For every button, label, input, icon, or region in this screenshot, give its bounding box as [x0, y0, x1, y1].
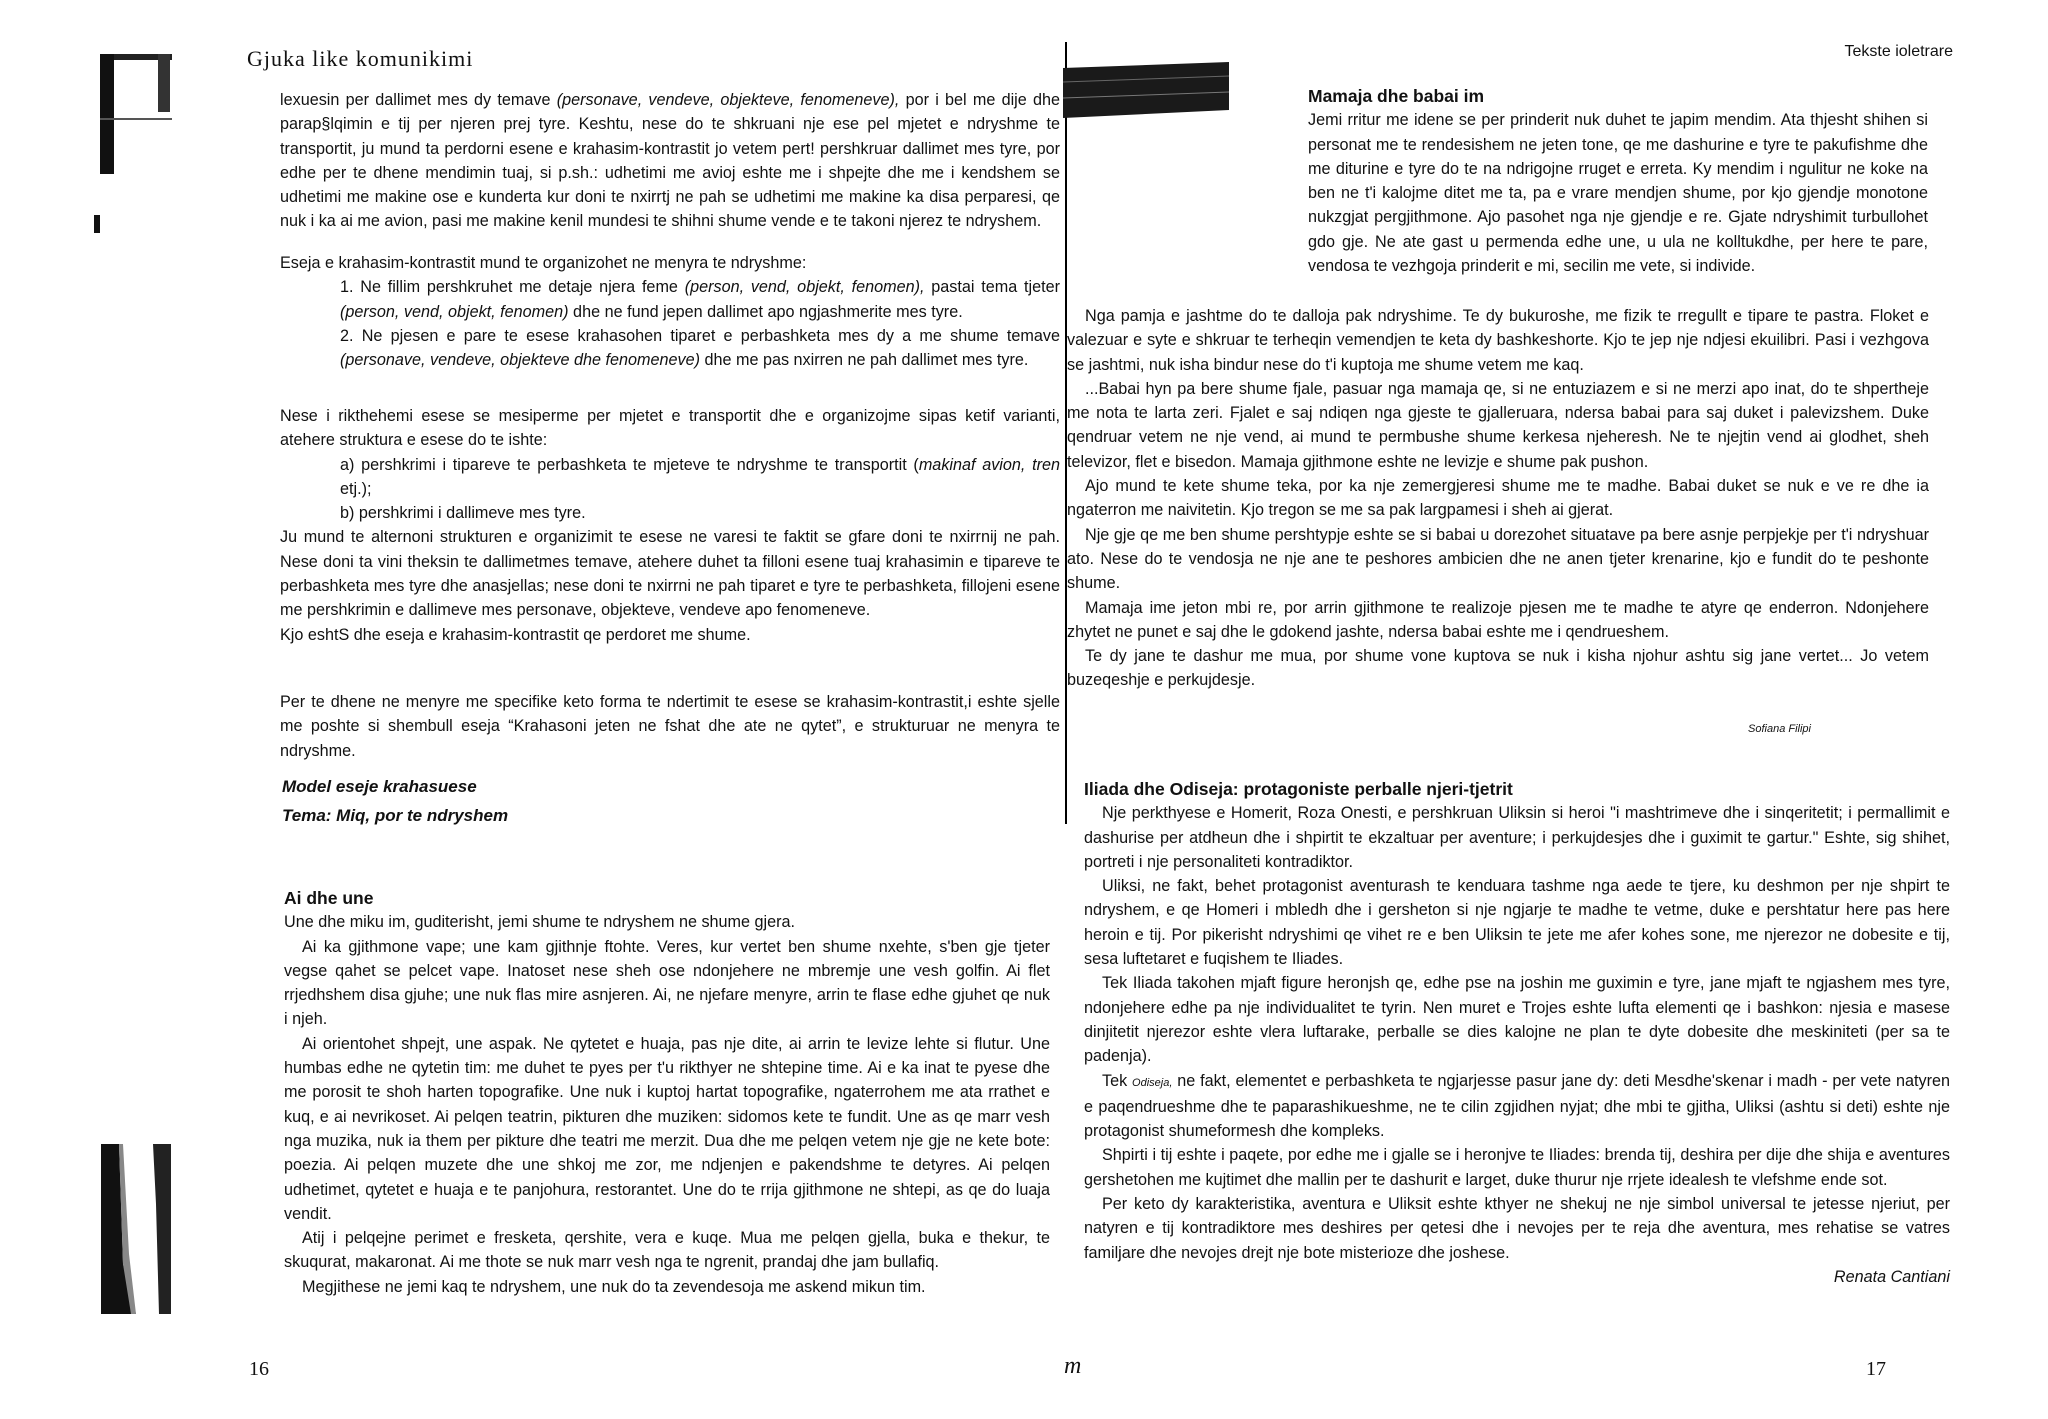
essay2-paragraph: Per keto dy karakteristika, aventura e Uliksit eshte kthyer ne shekuj ne nje simbol universal te jetesse njeriut, per natyren e tij kontradiktore mes deshires per qetesi dhe i nevojes per te reja dhe aventura, mes rehatise se vatres familjare dhe nevojes drejt nje bote misterioze dhe joshese. [1084, 1195, 1950, 1262]
essay2-paragraph: Uliksi, ne fakt, behet protagonist aventurash te kenduara tashme nga aede te tjere, ku deshmon per nje shpirt te ndryshem, e qe Homeri i mbledh dhe i gersheton si nje ngjarje te madhe te vetme, duke e pershtatur here pas here heroin e tij. Por pikerisht ndryshimi qe vihet re e ben Uliksin te jete me afer kohes sone, me njerezor ne dobesite e tij, sesa luftetaret e fuqishem te Iliades. [1084, 877, 1950, 969]
model-heading-block [282, 772, 882, 830]
essay1-paragraph-1: Jemi rritur me idene se per prinderit nuk duhet te japim mendim. Ata thjesht shihen si personat me te rendesishem ne jeten tone, qe me dashurine e tyre te pakufishme dhe me diturine e tyre do te na ndrigojne rruget e erreta. Ky mendim i ngulitur ne koke na ben ne t'i kalojme ditet me ta, pa e vrare mendjen shume, por kjo gjendje monotone nukzgjat pergjithmone. Ajo pasohet nga nje gjendje e re. Gjate ndryshimit turbullohet gdo gje. Ne ate gast u permenda edhe une, u ula ne kolltukdhe, per here te pare, vendosa te vezhgoja prinderit e mi, secilin me vete, si individe. [1308, 111, 1928, 276]
model-theme: Tema: Miq, por te ndryshem [282, 806, 509, 825]
essay1-title: Mamaja dhe babai im [1308, 86, 1485, 106]
essay2-paragraph-odiseja: Tek Odiseja, ne fakt, elementet e perbashketa te ngjarjesse pasur jane dy: deti Mesdhe'skenar i madh - per vete natyren e paqendrueshme dhe te paparashikueshme, ne te cilin zgjidhen nyjat; dhe mbi te gjitha, Uliksi (ashtu si deti) eshte nje protagonist shumeformesh dhe kompleks. [1084, 1071, 1950, 1141]
organization-intro: Eseja e krahasim-kontrastit mund te organizohet ne menyra te ndryshme: [280, 254, 807, 272]
essay-iliada-dhe-odiseja [1084, 777, 1950, 1289]
alternate-paragraph: Ju mund te alternoni strukturen e organizimit te esese ne varesi te faktit se gfare doni te nxirrnij ne pah. Nese doni ta vini theksin te dallimetmes temave, atehere duhet ta filloni esene tuaj krahasimin e tipareve te perbashketa mes tyre dhe anasjellas; nese doni te nxirrni ne pah tiparet e tyre te perbashketa, fillojeni esene me pershkrimin e dallimeve mes personave, objekteve, vendeve apo fenomeneve. [280, 528, 1060, 620]
structure-item-a: a) pershkrimi i tipareve te perbashketa te mjeteve te ndryshme te transportit (makinaf avion, tren etj.); [340, 455, 1060, 498]
decorative-banner-graphic [1063, 62, 1229, 118]
model-heading: Model eseje krahasuese [282, 777, 477, 796]
organization-section [280, 251, 1060, 372]
organization-item-2: 2. Ne pjesen e pare te esese krahasohen tiparet e perbashketa mes dy a me shume temave (personave, vendeve, objekteve dhe fenomeneve) dhe me pas nxirren ne pah dallimet mes tyre. [340, 326, 1060, 370]
essay1-paragraph: Nga pamja e jashtme do te dalloja pak ndryshime. Te dy bukuroshe, me fizik te rregullt e tipare te pastra. Floket e valezuar e syte e shkruar te terheqin vemendjen te keta dy bashkeshorte. Kjo te jep nje ndjesi ekuilibri. Pasi i vezhgova se jashtmi, nuk isha bindur nese do t'i kuptoja me shume vetem me kaq. [1067, 307, 1929, 374]
structure-section [280, 404, 1060, 647]
structure-intro: Nese i rikthehemi esese se mesiperme per mjetet e transportit dhe e organizojme sipas ketif varianti, atehere struktura e esese do te ishte: [280, 407, 1060, 450]
essay-paragraph: Ai ka gjithmone vape; une kam gjithnje ftohte. Veres, kur vertet ben shume nxehte, s'ben gje tjeter vegse qahet se pelcet vape. Inatoset nese sheh ose ndonjehere ne mbremje une vesh golfin. Ai flet rrjedhshem disa gjuhe; une nuk flas mire asnjeren. Ai, ne njefare menyre, arrin te flase edhe gjuhet qe nuk i njeh. [284, 937, 1050, 1029]
intro-italic: (personave, vendeve, objekteve, fenomeneve), [556, 91, 900, 109]
essay1-paragraph: ...Babai hyn pa bere shume fjale, pasuar nga mamaja qe, si ne entuziazem e si ne merzi apo inat, do te shpertheje me nota te larta zeri. Fjalet e saj ndiqen nga gjeste te gjalleruara, ndersa babai para saj duket i palevizshem. Duke qendruar vetem ne nje vend, ai mund te permbushe shume kerkesa njeheresh. Ne te njejtin vend ai glodhet, sheh televizor, flet e bisedon. Mamaja gjithmone eshte ne levizje e shume pak pushon. [1067, 379, 1929, 471]
essay1-paragraph: Mamaja ime jeton mbi re, por arrin gjithmone te realizoje pjesen me te madhe te atyre qe enderron. Ndonjehere zhytet ne punet e saj dhe le gdokend jashte, ndersa babai eshte me i qendrueshem. [1067, 598, 1929, 641]
essay1-author: Sofiana Filipi [1748, 723, 1811, 735]
essay1-body [1067, 304, 1929, 693]
alternate-paragraph-2: Kjo eshtS dhe eseja e krahasim-kontrastit qe perdoret me shume. [280, 625, 751, 644]
essay-title: Ai dhe une [284, 888, 374, 908]
essay-ai-dhe-une [284, 886, 1050, 1299]
page-number-left: 16 [249, 1358, 269, 1380]
running-head: Gjuka like komunikimi [247, 46, 474, 71]
page-number-right: 17 [1866, 1358, 1886, 1380]
organization-item-1: 1. Ne fillim pershkruhet me detaje njera feme (person, vend, objekt, fenomen), pastai tema tjeter (person, vend, objekt, fenomen) dhe ne fund jepen dallimet apo ngjashmerite mes tyre. [340, 278, 1060, 321]
essay1-paragraph: Te dy jane te dashur me mua, por shume vone kuptova se nuk i kisha njohur ashtu sig jane vertet... Jo vetem buzeqeshje e perkujdesje. [1067, 647, 1929, 690]
essay2-paragraph: Shpirti i tij eshte i paqete, por edhe me i gjalle se i heronjve te Iliades: brenda tij, deshira per dije dhe shija e aventures gershetohen me kujtimet dhe mallin per te dashurit e larget, duke thurur nje rrjete idealesh te vlefshme ende sot. [1084, 1146, 1950, 1189]
right-page [1066, 0, 2048, 1419]
example-intro: Per te dhene ne menyre me specifike keto forma te ndertimit te esese se krahasim-kontrastit,i eshte sjelle me poshte si shembull eseja “Krahasoni jeten ne fshat dhe ate ne qytet”, e strukturuar ne menyra te ndryshme. [280, 693, 1060, 760]
center-page-mark: m [1064, 1353, 1082, 1379]
essay-paragraph: Une dhe miku im, guditerisht, jemi shume te ndryshem ne shume gjera. [284, 913, 796, 932]
essay2-title: Iliada dhe Odiseja: protagoniste perballe njeri-tjetrit [1084, 779, 1513, 799]
essay-paragraph: Atij i pelqejne perimet e fresketa, qershite, vera e kuqe. Mua me pelqen gjella, buka e thekur, te skuqurat, makaronat. Ai me thote se nuk marr vesh nga te ngrenit, prandaj dhe jam bullafiq. [284, 1229, 1050, 1272]
essay2-paragraph: Nje perkthyese e Homerit, Roza Onesti, e pershkruan Uliksin si heroi "i mashtrimeve dhe i sinqeritetit; i permallimit e dashurise per atdheun dhe i shpirtit te ekzaltuar per aventure; i perkujdesjes dhe i guximit te gartur." Eshte, sig shihet, portreti i nje personaliteti kontradiktor. [1084, 804, 1950, 871]
essay-paragraph: Megjithese ne jemi kaq te ndryshem, une nuk do ta zevendesoja me askend mikun tim. [302, 1277, 926, 1296]
essay1-paragraph: Nje gje qe me ben shume pershtypje eshte se si babai u dorezohet situatave pa bere asnje perpjekje per t'i ndryshuar ato. Nese do te vendosja ne nje ane te peshores ambicien dhe ne anen tjeter krenarine, kjo e fundit do te peshonte shume. [1067, 525, 1929, 593]
scan-edge-mark-bottom [101, 1144, 171, 1314]
intro-text-1: lexuesin per dallimet mes dy temave [280, 91, 557, 109]
essay-mamaja-dhe-babai [1236, 84, 1928, 278]
intro-paragraph [280, 88, 1060, 234]
essay1-paragraph: Ajo mund te kete shume teka, por ka nje zemergjeresi shume me te madhe. Babai duket se nuk e ve re dhe ia ngaterron me naivitetin. Kjo tregon se me sa pak largpamesi i sheh ai gjerat. [1067, 477, 1929, 520]
essay-paragraph: Ai orientohet shpejt, une aspak. Ne qytetet e huaja, pas nje dite, ai arrin te levize lehte si flutur. Une humbas edhe ne qytetin tim: me duhet te pyes per t'u rikthyer ne shtepine time. Ai e ka inat te pyese dhe me porosit te shoh harten topografike. Une nuk i kuptoj hartat topografike, ngaterrohem me ata rrathet e kuq, e ai nevrikoset. Ai pelqen teatrin, pikturen dhe muziken: sidomos kete te fundit. Une as qe marr vesh nga muzika, nuk ia them per pikture dhe teatri me merzit. Dua dhe me pelqen vetem nje gje ne kete bote: poezia. Ai pelqen muzete dhe une shkoj me zor, me ndjenjen e pakendshme te detyres. Ai pelqen udhetimet, qytetet e huaja e te panjohura, restorantet. Une do te rrija gjithmone ne shtepi, as qe do luaja vendit. [284, 1034, 1050, 1223]
essay2-author: Renata Cantiani [1833, 1267, 1950, 1286]
scan-edge-mark-top [100, 54, 172, 174]
structure-item-b: b) pershkrimi i dallimeve mes tyre. [340, 504, 586, 523]
essay2-paragraph: Tek Iliada takohen mjaft figure heronjsh qe, edhe pse na joshin me guximin e tyre, jane mjaft te ngjashem mes tyre, ndonjehere edhe pa nje individualitet te tyrin. Nen muret e Trojes eshte lufta elementi qe i bashkon: njesia e masese dinjitetit njerezor eshte vlera luftarake, perballe se dies kalojne ne plan te dyte dobesite dhe meskiniteti (per sa te padenja). [1084, 974, 1950, 1066]
scan-mark-small [94, 215, 100, 233]
running-head: Tekste ioletrare [1844, 43, 1953, 60]
intro-text-2: por i bel me dije dhe parap§lqimin e tij per njeren prej tyre. Keshtu, nese do te shkruani nje ese pel mjetet e ndryshme te transportit, ju mund ta perdorni esene e krahasim-kontrastit jo vetem pert! pershkruar dallimet mes tyre, por edhe per te dhene mendimin tuaj, si p.sh.: udhetimi me avioj eshte me i shpejte dhe me i kendshem se udhetimi me makine ose e kunderta kur doni te nxirrtj ne pah se udhetimi me makine ka disa perparesi, qe nuk i ka ai me avion, pasi me makine kenil mundesi te shihni shume vende e te takoni njerez te ndryshem. [280, 91, 1060, 231]
